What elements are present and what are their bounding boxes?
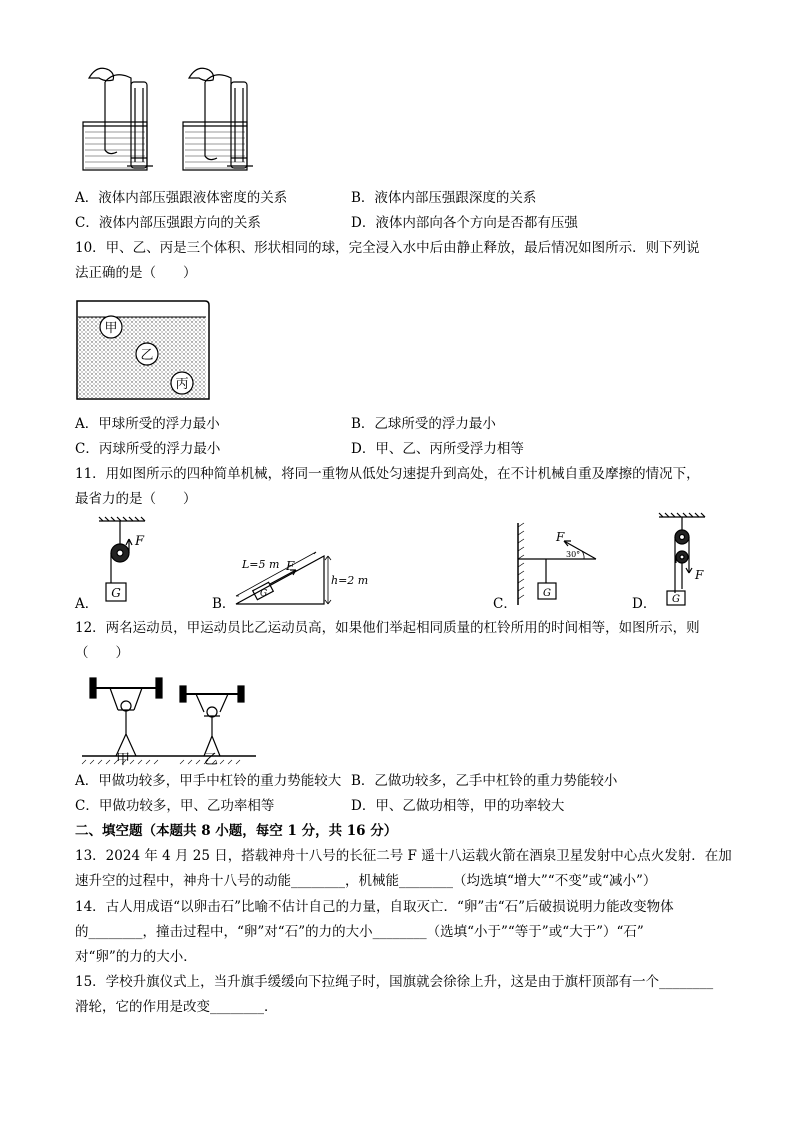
q12-athlete-jia-label: 甲 [116, 752, 130, 768]
q12-option-d: D．甲、乙做功相等，甲的功率较大 [351, 798, 565, 814]
q11-c-force-label: F [556, 530, 565, 544]
q11-c-weight-label: G [543, 588, 551, 599]
q12-weightlifters-figure [80, 670, 260, 768]
q10-ball-jia-label: 甲 [104, 321, 118, 336]
q9-option-b: B．液体内部压强跟深度的关系 [351, 190, 537, 206]
q11-a-weight-label: G [111, 586, 121, 600]
q10-option-d: D．甲、乙、丙所受浮力相等 [351, 441, 524, 457]
q10-option-b: B．乙球所受的浮力最小 [351, 416, 496, 432]
q12-stem-line1: 12．两名运动员，甲运动员比乙运动员高，如果他们举起相同质量的杠铃所用的时间相等，如图所示，则 [75, 620, 700, 636]
q10-ball-yi-label: 乙 [140, 348, 154, 363]
q11-stem-line1: 11．用如图所示的四种简单机械，将同一重物从低处匀速提升到高处，在不计机械自重及摩擦的情况下， [75, 466, 700, 482]
q11-b-force-label: F [286, 559, 295, 573]
q11-a-force-label: F [135, 534, 145, 549]
q10-option-a: A．甲球所受的浮力最小 [75, 416, 220, 432]
q12-option-b: B．乙做功较多，乙手中杠铃的重力势能较小 [351, 773, 618, 789]
q9-option-a: A．液体内部压强跟液体密度的关系 [75, 190, 288, 206]
q10-ball-bing-label: 丙 [175, 377, 189, 392]
q11-stem-line2: 最省力的是（ ） [75, 491, 197, 507]
q12-stem-line2: （ ） [75, 645, 129, 661]
q13-stem-line1: 13．2024 年 4 月 25 日，搭载神舟十八号的长征二号 F 遥十八运载火箭在酒泉卫星发射中心点火发射．在加 [75, 848, 732, 864]
q15-stem-line2: 滑轮，它的作用是改变________． [75, 999, 278, 1015]
q11-c-angle-label: 30° [566, 550, 581, 559]
q11-figure-b-letter: B． [212, 596, 236, 612]
section-fill-in-heading: 二、填空题（本题共 8 小题，每空 1 分，共 16 分） [75, 823, 398, 839]
q9-pressure-gauge-figure [75, 62, 285, 172]
q14-stem-line1: 14．古人用成语“以卵击石”比喻不估计自己的力量，自取灭亡．“卵”击“石”后破损说明力能改变物体 [75, 899, 674, 915]
q9-option-c: C．液体内部压强跟方向的关系 [75, 215, 261, 231]
q11-d-weight-label: G [672, 594, 680, 605]
q14-stem-line2: 的________，撞击过程中，“卵”对“石”的力的大小________（选填“小于”“等于”或“大于”）“石” [75, 924, 644, 940]
q12-athlete-yi-label: 乙 [204, 752, 218, 768]
q13-stem-line2: 速升空的过程中，神舟十八号的动能________，机械能________（均选填“增大”“不变”或“减小”） [75, 873, 657, 889]
q14-stem-line3: 对“卵”的力的大小． [75, 949, 197, 965]
q15-stem-line1: 15．学校升旗仪式上，当升旗手缓缓向下拉绳子时，国旗就会徐徐上升，这是由于旗杆顶部有一个________ [75, 974, 714, 990]
q10-option-c: C．丙球所受的浮力最小 [75, 441, 221, 457]
q11-pulley-block-figure [655, 513, 715, 609]
q11-figure-d-letter: D． [632, 596, 657, 612]
q12-option-c: C．甲做功较多，甲、乙功率相等 [75, 798, 275, 814]
q11-wall-lever-figure [508, 521, 608, 607]
q11-incline-figure [232, 540, 369, 608]
q11-b-weight-label: G [260, 589, 268, 599]
q11-b-length-label: L=5 m [242, 558, 280, 571]
q10-beaker-figure [75, 297, 210, 402]
q11-fixed-pulley-figure [95, 517, 155, 609]
q10-stem-line2: 法正确的是（ ） [75, 265, 197, 281]
q11-figure-a-letter: A． [75, 596, 99, 612]
q11-d-force-label: F [695, 568, 704, 582]
q9-option-d: D．液体内部向各个方向是否都有压强 [351, 215, 578, 231]
q12-option-a: A．甲做功较多，甲手中杠铃的重力势能较大 [75, 773, 342, 789]
q10-stem-line1: 10．甲、乙、丙是三个体积、形状相同的球，完全浸入水中后由静止释放，最后情况如图所示．则下列说 [75, 240, 700, 256]
q11-b-height-label: h=2 m [331, 574, 369, 587]
q11-figure-c-letter: C． [493, 596, 517, 612]
